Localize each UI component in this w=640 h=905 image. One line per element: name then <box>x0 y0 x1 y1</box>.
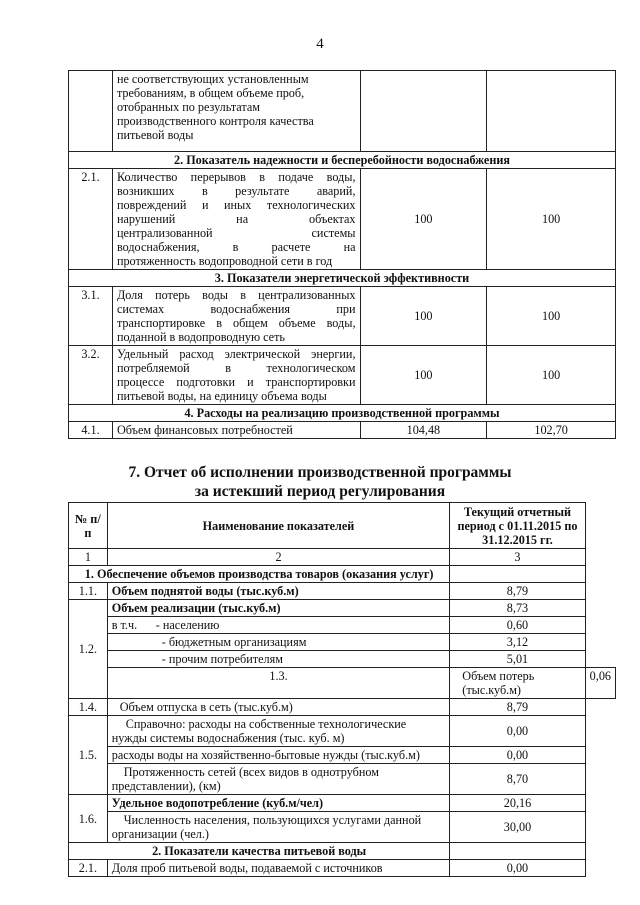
table-row: 3.2. Удельный расход электрической энергии, потребляемой в технологическом процессе подготовки и транспортировки питьевой воды, на единицу объема воды 100 100 <box>69 346 616 405</box>
table-row: 1.5. Справочно: расходы на собственные технологические нужды системы водоснабжения (тыс. куб. м) 0,00 <box>69 716 616 747</box>
table-row <box>69 71 616 152</box>
table-row: Протяженность сетей (всех видов в однотрубном представлении), (км) 8,70 <box>69 764 616 795</box>
section-header: 1. Обеспечение объемов производства товаров (оказания услуг) <box>69 566 616 583</box>
column-numbers: 1 2 3 <box>69 549 616 566</box>
table-header: № п/п Наименование показателей Текущий отчетный период с 01.11.2015 по 31.12.2015 гг. <box>69 503 616 549</box>
table-row: 1.3. Объем потерь (тыс.куб.м) 0,06 <box>69 668 616 699</box>
section-header: 3. Показатели энергетической эффективности <box>69 270 616 287</box>
table-row: расходы воды на хозяйственно-бытовые нужды (тыс.куб.м) 0,00 <box>69 747 616 764</box>
section-header: 4. Расходы на реализацию производственной программы <box>69 405 616 422</box>
table-row: 1.1. Объем поднятой воды (тыс.куб.м) 8,79 <box>69 583 616 600</box>
table-row: 1.4. Объем отпуска в сеть (тыс.куб.м) 8,79 <box>69 699 616 716</box>
indicator-text: Количество перерывов в подаче воды, возникших в результате аварий, повреждений и иных технологических нарушений на объектах централизованной системы водоснабжения, в расчете на протяженность водопроводной сети в год <box>112 169 360 270</box>
table-row: 2.1. Количество перерывов в подаче воды, возникших в результате аварий, повреждений и иных технологических нарушений на объектах централизованной системы водоснабжения, в расчете на протяженность водопроводной сети в год 100 100 <box>69 169 616 270</box>
table-row: Численность населения, пользующихся услугами данной организации (чел.) 30,00 <box>69 812 616 843</box>
section-title: 7. Отчет об исполнении производственной программы за истекший период регулирования <box>128 464 512 500</box>
indicators-table <box>68 70 616 439</box>
table-row: 2.1. Доля проб питьевой воды, подаваемой с источников 0,00 <box>69 860 616 877</box>
section-header: 2. Показатели качества питьевой воды <box>69 843 616 860</box>
table-row: 1.6. Удельное водопотребление (куб.м/чел) 20,16 <box>69 795 616 812</box>
table-row: в т.ч. - населению 0,60 <box>69 617 616 634</box>
indicator-text: не соответствующих установленным требованиям, в общем объеме проб, отобранных по результатам производственного контроля качества питьевой воды <box>112 71 360 152</box>
indicator-text: Доля потерь воды в централизованных системах водоснабжения при транспортировке в общем объеме воды, поданной в водопроводную сеть <box>112 287 360 346</box>
table-row: - бюджетным организациям 3,12 <box>69 634 616 651</box>
table-row: 1.2. Объем реализации (тыс.куб.м) 8,73 <box>69 600 616 617</box>
page-number: 4 <box>316 36 324 52</box>
report-table <box>68 502 616 877</box>
indicator-text: Удельный расход электрической энергии, потребляемой в технологическом процессе подготовки и транспортировки питьевой воды, на единицу объема воды <box>112 346 360 405</box>
table-row: 4.1. Объем финансовых потребностей 104,48 102,70 <box>69 422 616 439</box>
section-header: 2. Показатель надежности и бесперебойности водоснабжения <box>69 152 616 169</box>
table-row: 3.1. Доля потерь воды в централизованных системах водоснабжения при транспортировке в общем объеме воды, поданной в водопроводную сеть 100 100 <box>69 287 616 346</box>
table-row: - прочим потребителям 5,01 <box>69 651 616 668</box>
